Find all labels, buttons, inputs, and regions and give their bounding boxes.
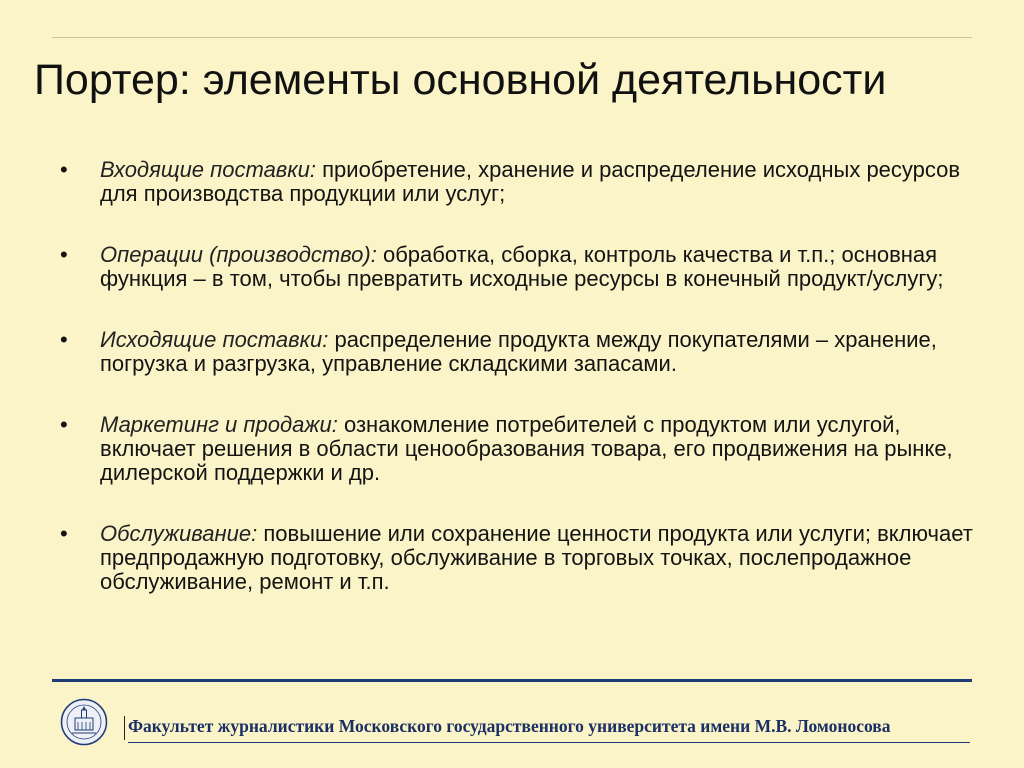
bullet-marker: • [60, 412, 68, 437]
bullet-term: Маркетинг и продажи: [100, 412, 338, 437]
bullet-term: Исходящие поставки: [100, 327, 329, 352]
bullet-list [60, 158, 990, 631]
bullet-marker: • [60, 521, 68, 546]
bullet-item-marketing [60, 413, 990, 485]
bullet-item-inbound [60, 158, 990, 206]
bullet-text: распределение продукта между покупателями – хранение, погрузка и разгрузка, управление складскими запасами. [100, 327, 937, 376]
bullet-item-operations [60, 243, 990, 291]
bullet-item-service [60, 522, 990, 594]
bullet-marker: • [60, 242, 68, 267]
slide-title: Портер: элементы основной деятельности [34, 56, 887, 104]
bullet-marker: • [60, 327, 68, 352]
footer-institution: Факультет журналистики Московского государственного университета имени М.В. Ломоносова [128, 712, 970, 743]
bullet-term: Операции (производство): [100, 242, 377, 267]
bullet-text: повышение или сохранение ценности продукта или услуги; включает предпродажную подготовку, обслуживание в торговых точках, послепродажное обслуживание, ремонт и т.п. [100, 521, 973, 594]
footer-divider [52, 679, 972, 682]
bullet-term: Обслуживание: [100, 521, 258, 546]
top-divider [52, 37, 972, 38]
msu-seal-icon [60, 698, 108, 746]
bullet-text: обработка, сборка, контроль качества и т.п.; основная функция – в том, чтобы превратить исходные ресурсы в конечный продукт/услугу; [100, 242, 944, 291]
bullet-item-outbound [60, 328, 990, 376]
footer-separator [124, 716, 125, 740]
bullet-marker: • [60, 157, 68, 182]
bullet-text: ознакомление потребителей с продуктом или услугой, включает решения в области ценообразования товара, его продвижения на рынке, дилерской поддержки и др. [100, 412, 953, 485]
bullet-term: Входящие поставки: [100, 157, 317, 182]
bullet-text: приобретение, хранение и распределение исходных ресурсов для производства продукции или услуг; [100, 157, 961, 206]
